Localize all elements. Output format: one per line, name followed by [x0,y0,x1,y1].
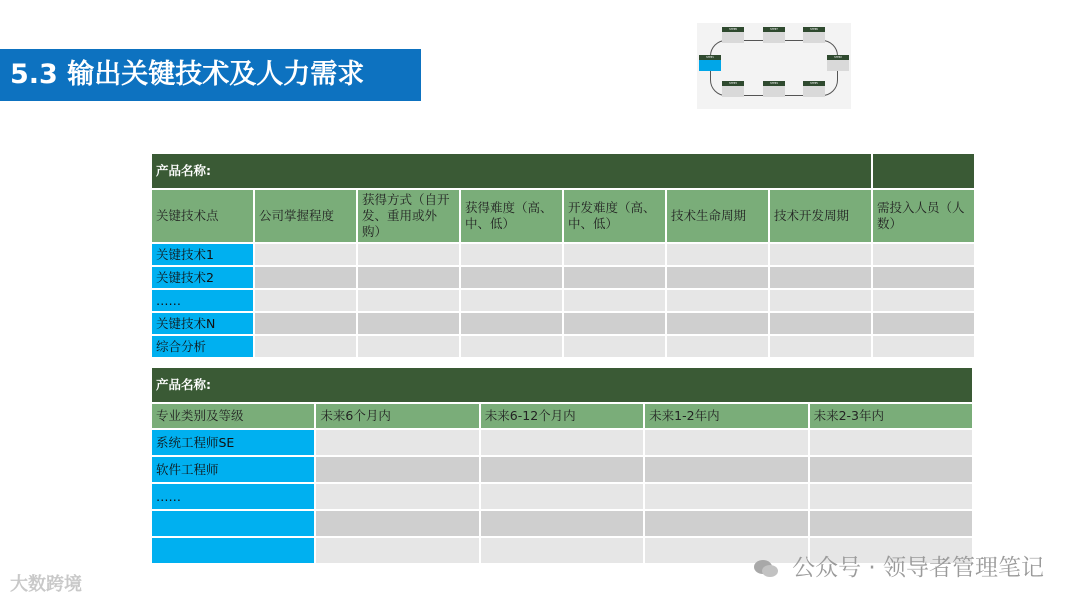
step-box [803,27,825,43]
table-cell[interactable] [810,430,972,455]
step-box [722,81,744,97]
table-cell[interactable] [770,244,871,265]
col-header: 需投入人员（人数） [873,190,974,242]
table-cell[interactable] [873,290,974,311]
table-cell[interactable] [873,313,974,334]
row-label [152,511,314,536]
watermark-text: 公众号 · 领导者管理笔记 [792,555,1044,581]
row-label: 软件工程师 [152,457,314,482]
product-name-label: 产品名称: [152,154,871,188]
table-row [152,313,974,334]
table-cell[interactable] [810,511,972,536]
table-cell[interactable] [667,244,768,265]
step-label: STEP8 [722,27,744,32]
col-header: 技术开发周期 [770,190,871,242]
step-label: STEP1 [699,55,721,60]
table-cell[interactable] [481,511,643,536]
step-box [722,27,744,43]
step-label: STEP3 [722,81,744,86]
row-label: …… [152,290,253,311]
table-cell[interactable] [770,290,871,311]
wechat-icon [753,559,779,579]
table-cell[interactable] [358,290,459,311]
table-cell[interactable] [564,244,665,265]
col-header: 开发难度（高、中、低） [564,190,665,242]
table-cell[interactable] [461,244,562,265]
col-header: 未来6-12个月内 [481,404,643,428]
table-cell[interactable] [461,313,562,334]
step-box [803,81,825,97]
table-cell[interactable] [255,267,356,288]
table-row [152,430,972,455]
table-cell[interactable] [645,484,807,509]
table-cell[interactable] [461,267,562,288]
col-header: 专业类别及等级 [152,404,314,428]
step-flow-diagram [697,23,851,109]
col-header: 技术生命周期 [667,190,768,242]
table-row [152,267,974,288]
col-header: 未来1-2年内 [645,404,807,428]
table-cell[interactable] [873,267,974,288]
step-box [699,55,721,71]
table-cell[interactable] [461,290,562,311]
table-cell[interactable] [255,313,356,334]
table-cell[interactable] [358,244,459,265]
table-cell[interactable] [255,336,356,357]
table-cell[interactable] [481,538,643,563]
table-cell[interactable] [667,313,768,334]
table-cell[interactable] [255,244,356,265]
row-label: …… [152,484,314,509]
step-label: STEP6 [803,27,825,32]
table-cell[interactable] [564,267,665,288]
table-cell[interactable] [564,290,665,311]
row-label: 系统工程师SE [152,430,314,455]
table-cell[interactable] [255,290,356,311]
row-label: 关键技术N [152,313,253,334]
col-header: 获得方式（自开发、重用或外购） [358,190,459,242]
logo [10,570,82,596]
table-row [152,244,974,265]
slide-title: 5.3 输出关键技术及人力需求 [0,49,421,101]
step-box [827,55,849,71]
step-box [763,27,785,43]
table-cell[interactable] [564,336,665,357]
table-cell[interactable] [564,313,665,334]
table-row [152,336,974,357]
table-row [152,511,972,536]
row-label: 关键技术1 [152,244,253,265]
table-cell[interactable] [770,267,871,288]
table-cell[interactable] [358,313,459,334]
table-cell[interactable] [667,336,768,357]
table-cell[interactable] [358,336,459,357]
table-cell[interactable] [358,267,459,288]
col-header: 公司掌握程度 [255,190,356,242]
key-tech-table [150,152,976,359]
logo-text: 大数跨境 [10,574,82,595]
table-cell[interactable] [316,511,478,536]
product-name-value[interactable] [873,154,974,188]
table-row [152,457,972,482]
table-cell[interactable] [481,457,643,482]
col-header: 关键技术点 [152,190,253,242]
table-cell[interactable] [645,457,807,482]
table-cell[interactable] [316,430,478,455]
row-label: 综合分析 [152,336,253,357]
table-cell[interactable] [873,336,974,357]
step-box [763,81,785,97]
table-cell[interactable] [461,336,562,357]
step-label: STEP4 [763,81,785,86]
table-cell[interactable] [667,290,768,311]
col-header: 未来6个月内 [316,404,478,428]
table-cell[interactable] [316,457,478,482]
table-cell[interactable] [481,484,643,509]
table-row [152,484,972,509]
table-cell[interactable] [481,430,643,455]
row-label [152,538,314,563]
step-label: STEP2 [827,55,849,60]
table-cell[interactable] [770,336,871,357]
step-label: STEP5 [803,81,825,86]
table-cell[interactable] [810,484,972,509]
step-label: STEP7 [763,27,785,32]
table-cell[interactable] [316,538,478,563]
product-name-label: 产品名称: [152,368,972,402]
manpower-table [150,366,974,565]
row-label: 关键技术2 [152,267,253,288]
watermark [753,549,1044,582]
table-row [152,290,974,311]
table-cell[interactable] [645,511,807,536]
table-cell[interactable] [873,244,974,265]
col-header: 未来2-3年内 [810,404,972,428]
col-header: 获得难度（高、中、低） [461,190,562,242]
table-cell[interactable] [667,267,768,288]
table-cell[interactable] [810,457,972,482]
table-cell[interactable] [645,430,807,455]
table-cell[interactable] [316,484,478,509]
table-cell[interactable] [770,313,871,334]
